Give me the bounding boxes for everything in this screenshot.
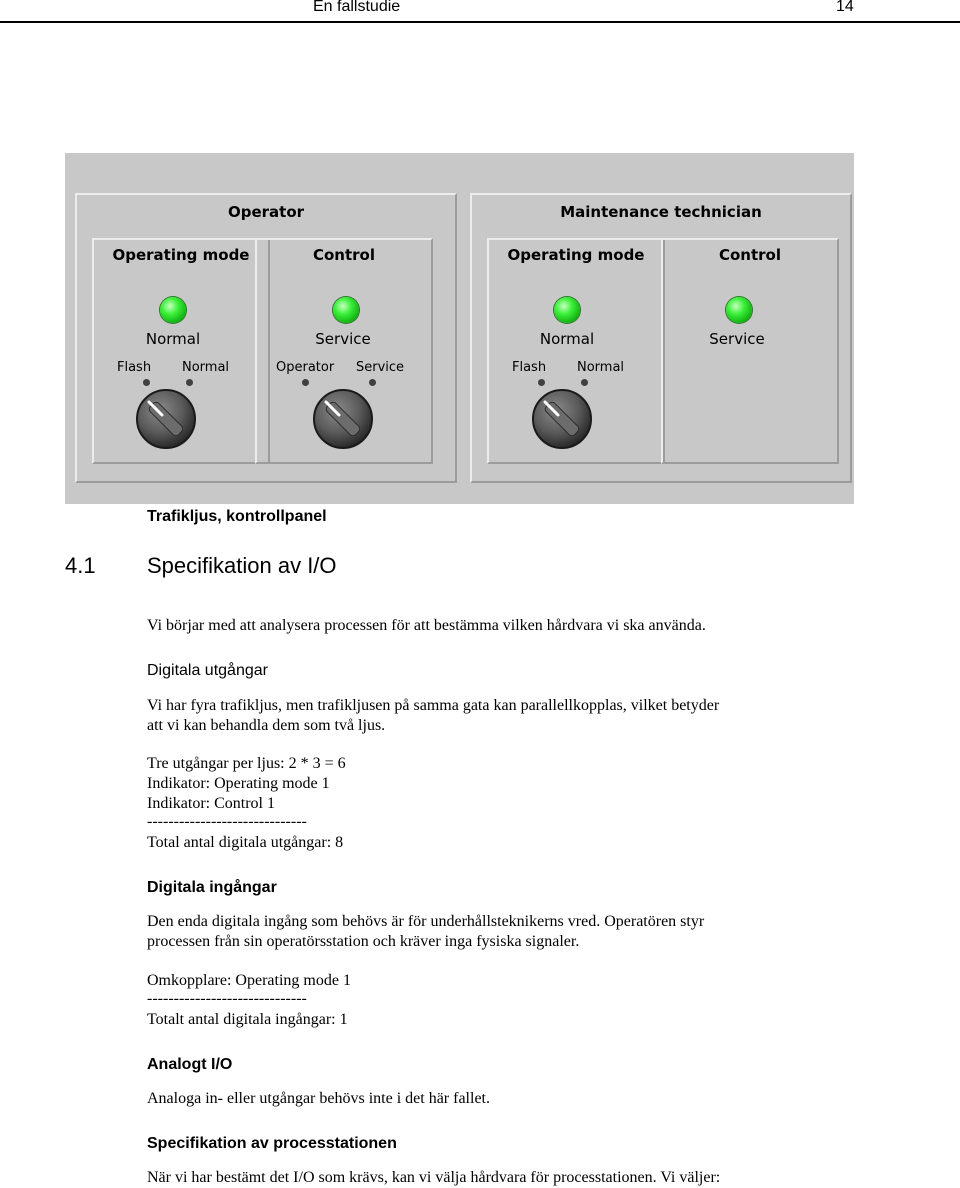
switch-position-dot-icon: [581, 379, 588, 386]
process-paragraph: När vi har bestämt det I/O som krävs, kan vi välja hårdvara för processtationen. Vi väljer:: [147, 1169, 721, 1186]
section-number: 4.1: [65, 553, 96, 578]
inputs-heading: Digitala ingångar: [147, 879, 277, 896]
switch-label-service: Service: [356, 360, 405, 375]
outputs-paragraph-line-1: Vi har fyra trafikljus, men trafikljusen på samma gata kan parallellkopplas, vilket betyder: [147, 697, 720, 714]
figure-caption: Trafikljus, kontrollpanel: [147, 508, 327, 525]
switch-position-dot-icon: [302, 379, 309, 386]
traffic-light-control-panel: [65, 153, 854, 504]
outputs-paragraph-line-2: att vi kan behandla dem som två ljus.: [147, 717, 386, 734]
analog-paragraph: Analoga in- eller utgångar behövs inte i det här fallet.: [147, 1090, 490, 1107]
operator-control-status: Service: [315, 330, 371, 348]
operator-operating-mode-led-icon: [160, 297, 186, 323]
inputs-paragraph-line-2: processen från sin operatörsstation och kräver inga fysiska signaler.: [147, 933, 580, 950]
section-title: Specifikation av I/O: [147, 553, 337, 578]
maintenance-control-led-icon: [726, 297, 752, 323]
switch-label-operator: Operator: [276, 360, 335, 375]
inputs-total: Totalt antal digitala ingångar: 1: [147, 1011, 348, 1028]
switch-position-dot-icon: [143, 379, 150, 386]
switch-label-flash: Flash: [117, 360, 152, 375]
operator-operating-mode-title: Operating mode: [112, 246, 250, 264]
switch-position-dot-icon: [369, 379, 376, 386]
intro-paragraph: Vi börjar med att analysera processen för att bestämma vilken hårdvara vi ska använda.: [147, 617, 706, 634]
analog-heading: Analogt I/O: [147, 1056, 233, 1073]
process-heading: Specifikation av processtationen: [147, 1135, 397, 1152]
outputs-separator: ------------------------------: [147, 813, 307, 830]
switch-label-flash: Flash: [512, 360, 547, 375]
operator-operating-mode-knob-icon[interactable]: [135, 388, 197, 450]
operator-control-led-icon: [333, 297, 359, 323]
operator-control-title: Control: [312, 246, 375, 264]
inputs-paragraph-line-1: Den enda digitala ingång som behövs är för underhållsteknikerns vred. Operatören styr: [147, 913, 705, 930]
maintenance-operating-mode-led-icon: [554, 297, 580, 323]
outputs-line-1: Tre utgångar per ljus: 2 * 3 = 6: [147, 755, 346, 772]
operator-operating-mode-status: Normal: [145, 330, 201, 348]
outputs-total: Total antal digitala utgångar: 8: [147, 834, 344, 851]
maintenance-group-title: Maintenance technician: [560, 203, 762, 221]
outputs-line-2: Indikator: Operating mode 1: [147, 775, 330, 792]
switch-position-dot-icon: [186, 379, 193, 386]
outputs-line-3: Indikator: Control 1: [147, 795, 275, 812]
operator-control-knob-icon[interactable]: [312, 388, 374, 450]
maintenance-operating-mode-status: Normal: [539, 330, 595, 348]
header-rule: [0, 21, 960, 23]
maintenance-control-status: Service: [709, 330, 765, 348]
outputs-heading: Digitala utgångar: [147, 662, 268, 679]
page-number: 14: [836, 0, 854, 15]
inputs-separator: ------------------------------: [147, 990, 307, 1007]
switch-position-dot-icon: [538, 379, 545, 386]
maintenance-control-box: [661, 238, 839, 464]
switch-label-normal: Normal: [182, 360, 230, 375]
maintenance-operating-mode-knob-icon[interactable]: [531, 388, 593, 450]
operator-group-title: Operator: [227, 203, 305, 221]
maintenance-operating-mode-title: Operating mode: [507, 246, 645, 264]
switch-label-normal: Normal: [577, 360, 625, 375]
maintenance-control-title: Control: [718, 246, 781, 264]
running-header-title: En fallstudie: [313, 0, 401, 15]
inputs-line-1: Omkopplare: Operating mode 1: [147, 972, 351, 989]
